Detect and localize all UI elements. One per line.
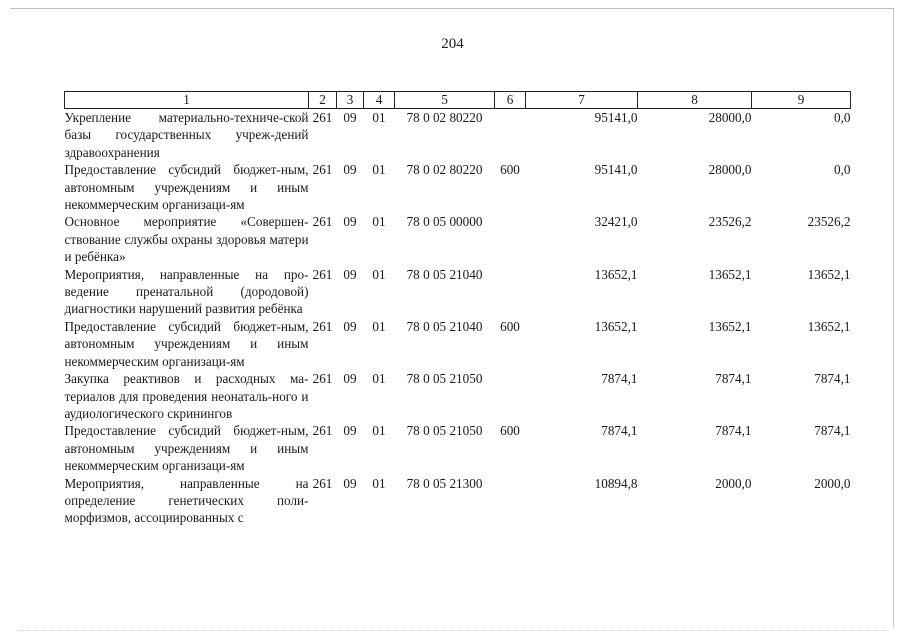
cell-subsection: 01 [372,266,386,282]
cell-target-article: 78 0 02 80220 [406,110,483,125]
cell-ministry: 261 [312,475,333,491]
col-header-5: 5 [395,92,495,109]
cell-subsection: 01 [372,423,386,439]
col-header-7: 7 [526,92,638,109]
budget-table [64,91,851,527]
cell-amount-9: 13652,1 [807,318,851,334]
cell-subsection: 01 [372,162,386,178]
cell-amount-8: 7874,1 [715,371,752,387]
cell-section: 09 [343,266,357,282]
cell-amount-9: 0,0 [834,110,851,125]
cell-expense-type [495,109,526,162]
cell-target-article: 78 0 05 21040 [406,318,483,334]
cell-amount-8: 23526,2 [708,214,752,230]
cell-amount-8: 28000,0 [708,110,752,125]
col-header-6: 6 [495,92,526,109]
cell-section: 09 [343,475,357,491]
cell-ministry: 261 [312,110,333,125]
cell-amount-7: 95141,0 [594,110,638,125]
row-name: Основное мероприятие «Совершен-ствование службы охраны здоровья матери и ребёнка» [64,214,309,265]
cell-ministry: 261 [312,162,333,178]
cell-expense-type: 600 [500,423,520,439]
cell-ministry: 261 [312,371,333,387]
cell-amount-8: 2000,0 [715,475,752,491]
cell-expense-type: 600 [500,162,520,178]
table-row [65,266,851,318]
cell-target-article: 78 0 05 21040 [406,266,483,282]
cell-amount-7: 10894,8 [594,475,638,491]
row-name: Укрепление материально-техниче-ской базы государственных учреж-дений здравоохранения [64,110,309,160]
cell-amount-8: 28000,0 [708,162,752,178]
cell-section: 09 [343,110,357,125]
header-row [65,92,851,109]
cell-amount-7: 13652,1 [594,266,638,282]
col-header-3: 3 [337,92,364,109]
row-name: Предоставление субсидий бюджет-ным, автономным учреждениям и иным некоммерческим организаци-ям [64,318,309,369]
cell-ministry: 261 [312,266,333,282]
cell-subsection: 01 [372,475,386,491]
cell-amount-9: 2000,0 [814,475,851,491]
cell-amount-7: 7874,1 [601,423,638,439]
cell-amount-7: 13652,1 [594,318,638,334]
cell-amount-9: 0,0 [834,162,851,178]
page-number: 204 [441,36,464,52]
cell-section: 09 [343,423,357,439]
table-row [65,213,851,265]
cell-amount-7: 95141,0 [594,162,638,178]
cell-ministry: 261 [312,318,333,334]
cell-target-article: 78 0 05 00000 [406,214,483,230]
cell-ministry: 261 [312,423,333,439]
cell-section: 09 [343,371,357,387]
cell-subsection: 01 [372,318,386,334]
col-header-8: 8 [638,92,752,109]
cell-amount-8: 7874,1 [715,423,752,439]
col-header-1: 1 [65,92,309,109]
table-row [65,318,851,370]
table-row [65,422,851,474]
cell-expense-type: 600 [500,318,520,334]
cell-expense-type [495,475,526,527]
cell-amount-8: 13652,1 [708,266,752,282]
table-row [65,475,851,527]
row-name: Предоставление субсидий бюджет-ным, автономным учреждениям и иным некоммерческим организаци-ям [64,162,309,213]
cell-target-article: 78 0 05 21050 [406,371,483,387]
cell-expense-type [495,213,526,265]
table-row [65,370,851,422]
cell-section: 09 [343,162,357,178]
scan-edge-line [18,630,888,631]
row-name: Закупка реактивов и расходных ма-териалов для проведения неонаталь-ного и аудиологического скринингов [64,371,309,421]
cell-subsection: 01 [372,110,386,125]
col-header-4: 4 [364,92,395,109]
cell-amount-9: 23526,2 [807,214,851,230]
row-name: Мероприятия, направленные на определение генетических поли-морфизмов, ассоциированных с [64,475,309,526]
cell-amount-8: 13652,1 [708,318,752,334]
cell-ministry: 261 [312,214,333,230]
cell-expense-type [495,266,526,318]
cell-subsection: 01 [372,214,386,230]
table-row [65,161,851,213]
cell-target-article: 78 0 05 21050 [406,423,483,439]
cell-section: 09 [343,318,357,334]
cell-expense-type [495,370,526,422]
cell-amount-9: 7874,1 [814,423,851,439]
cell-amount-9: 7874,1 [814,371,851,387]
cell-subsection: 01 [372,371,386,387]
table-row [65,109,851,162]
cell-target-article: 78 0 05 21300 [406,475,483,491]
cell-amount-9: 13652,1 [807,266,851,282]
col-header-9: 9 [752,92,851,109]
cell-section: 09 [343,214,357,230]
cell-amount-7: 7874,1 [601,371,638,387]
row-name: Мероприятия, направленные на про-ведение пренатальной (дородовой) диагностики нарушений развития ребёнка [64,266,309,317]
cell-amount-7: 32421,0 [594,214,638,230]
row-name: Предоставление субсидий бюджет-ным, автономным учреждениям и иным некоммерческим организаци-ям [64,423,309,474]
col-header-2: 2 [309,92,337,109]
cell-target-article: 78 0 02 80220 [406,162,483,178]
